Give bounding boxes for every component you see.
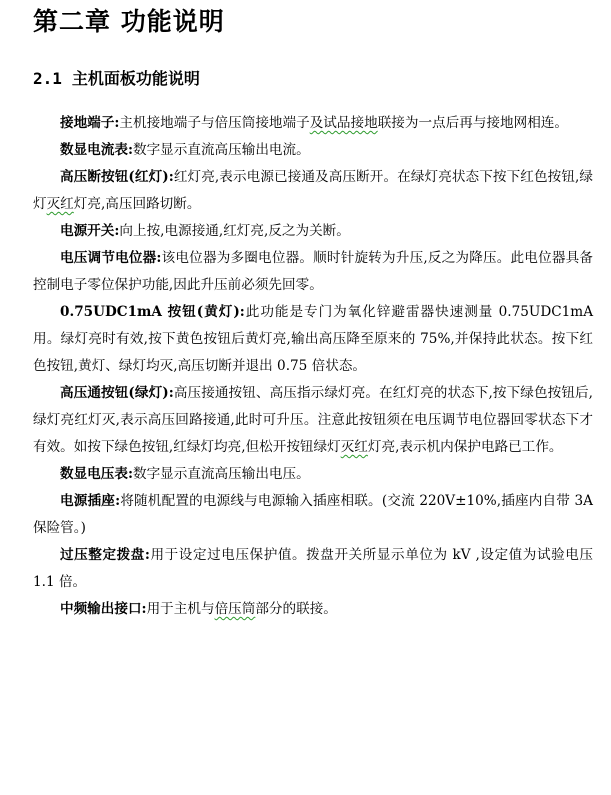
- paragraph-text: 灯亮,高压回路切断。: [73, 196, 201, 212]
- term-label: 中频输出接口:: [60, 601, 147, 617]
- section-number: 2.1: [33, 69, 62, 88]
- section-heading: [33, 66, 200, 89]
- paragraph-text: 灯亮,表示机内保护电路已工作。: [367, 439, 563, 455]
- term-label: 0.75UDC1mA 按钮(黄灯):: [60, 304, 245, 320]
- paragraph-text: 红灯亮,表示电源已接通及高压断开。在绿灯亮状态下按下红色按钮,绿灯: [33, 169, 594, 212]
- term-label: 高压通按钮(绿灯):: [60, 385, 174, 401]
- paragraph-text: 主机接地端子与倍压筒接地端子: [119, 115, 310, 131]
- paragraph-hv-on-button: [33, 380, 593, 461]
- paragraph-text: 联接为一点后再与接地网相连。: [377, 115, 568, 131]
- paragraph-ground-terminal: [33, 110, 593, 137]
- paragraph-current-meter: [33, 137, 593, 164]
- term-label: 数显电流表:: [60, 142, 133, 158]
- paragraph-text: 部分的联接。: [255, 601, 337, 617]
- term-label: 数显电压表:: [60, 466, 133, 482]
- spellcheck-underlined-text: 灭红: [340, 439, 368, 455]
- term-label: 电压调节电位器:: [60, 250, 162, 266]
- paragraph-text: 高压接通按钮、高压指示绿灯亮。在红灯亮的状态下,按下绿色按钮后,绿灯亮红灯灭,表示高压回路接通,此时可升压。注意此按钮须在电压调节电位器回零状态下才有效。如按下绿色按钮,红绿灯均亮,但松开按钮绿灯: [33, 385, 594, 455]
- document-body: [33, 110, 593, 623]
- paragraph-voltage-meter: [33, 461, 593, 488]
- term-label: 电源插座:: [60, 493, 121, 509]
- paragraph-hv-off-button: [33, 164, 593, 218]
- paragraph-power-socket: [33, 488, 593, 542]
- paragraph-overvoltage-dial: [33, 542, 593, 596]
- paragraph-075-button: [33, 299, 593, 380]
- paragraph-text: 用于主机与: [146, 601, 215, 617]
- term-label: 电源开关:: [60, 223, 120, 239]
- paragraph-text: 向上按,电源接通,红灯亮,反之为关断。: [119, 223, 350, 239]
- term-label: 接地端子:: [60, 115, 120, 131]
- spellcheck-underlined-text: 及试品接地: [309, 115, 378, 131]
- paragraph-text: 此功能是专门为氧化锌避雷器快速测量 0.75UDC1mA 用。绿灯亮时有效,按下黄色按钮后黄灯亮,输出高压降至原来的 75%,并保持此状态。按下红色按钮,黄灯、绿灯均灭,高压切断并退出 0.75 倍状态。: [33, 304, 594, 374]
- paragraph-text: 数字显示直流高压输出电流。: [133, 142, 310, 158]
- term-label: 过压整定拨盘:: [60, 547, 150, 563]
- paragraph-voltage-potentiometer: [33, 245, 593, 299]
- spellcheck-underlined-text: 灭红: [46, 196, 74, 212]
- paragraph-text: 用于设定过电压保护值。拨盘开关所显示单位为 kV ,设定值为试验电压 1.1 倍。: [33, 547, 594, 590]
- paragraph-text: 将随机配置的电源线与电源输入插座相联。(交流 220V±10%,插座内自带 3A 保险管。): [33, 493, 593, 536]
- paragraph-mf-output-port: [33, 596, 593, 623]
- spellcheck-underlined-text: 倍压筒: [214, 601, 256, 617]
- section-title: 主机面板功能说明: [71, 69, 200, 88]
- term-label: 高压断按钮(红灯):: [60, 169, 174, 185]
- paragraph-text: 数字显示直流高压输出电压。: [133, 466, 310, 482]
- chapter-title: 第二章 功能说明: [33, 7, 225, 36]
- paragraph-text: 该电位器为多圈电位器。顺时针旋转为升压,反之为降压。此电位器具备控制电子零位保护功能,因此升压前必须先回零。: [33, 250, 593, 293]
- paragraph-power-switch: [33, 218, 593, 245]
